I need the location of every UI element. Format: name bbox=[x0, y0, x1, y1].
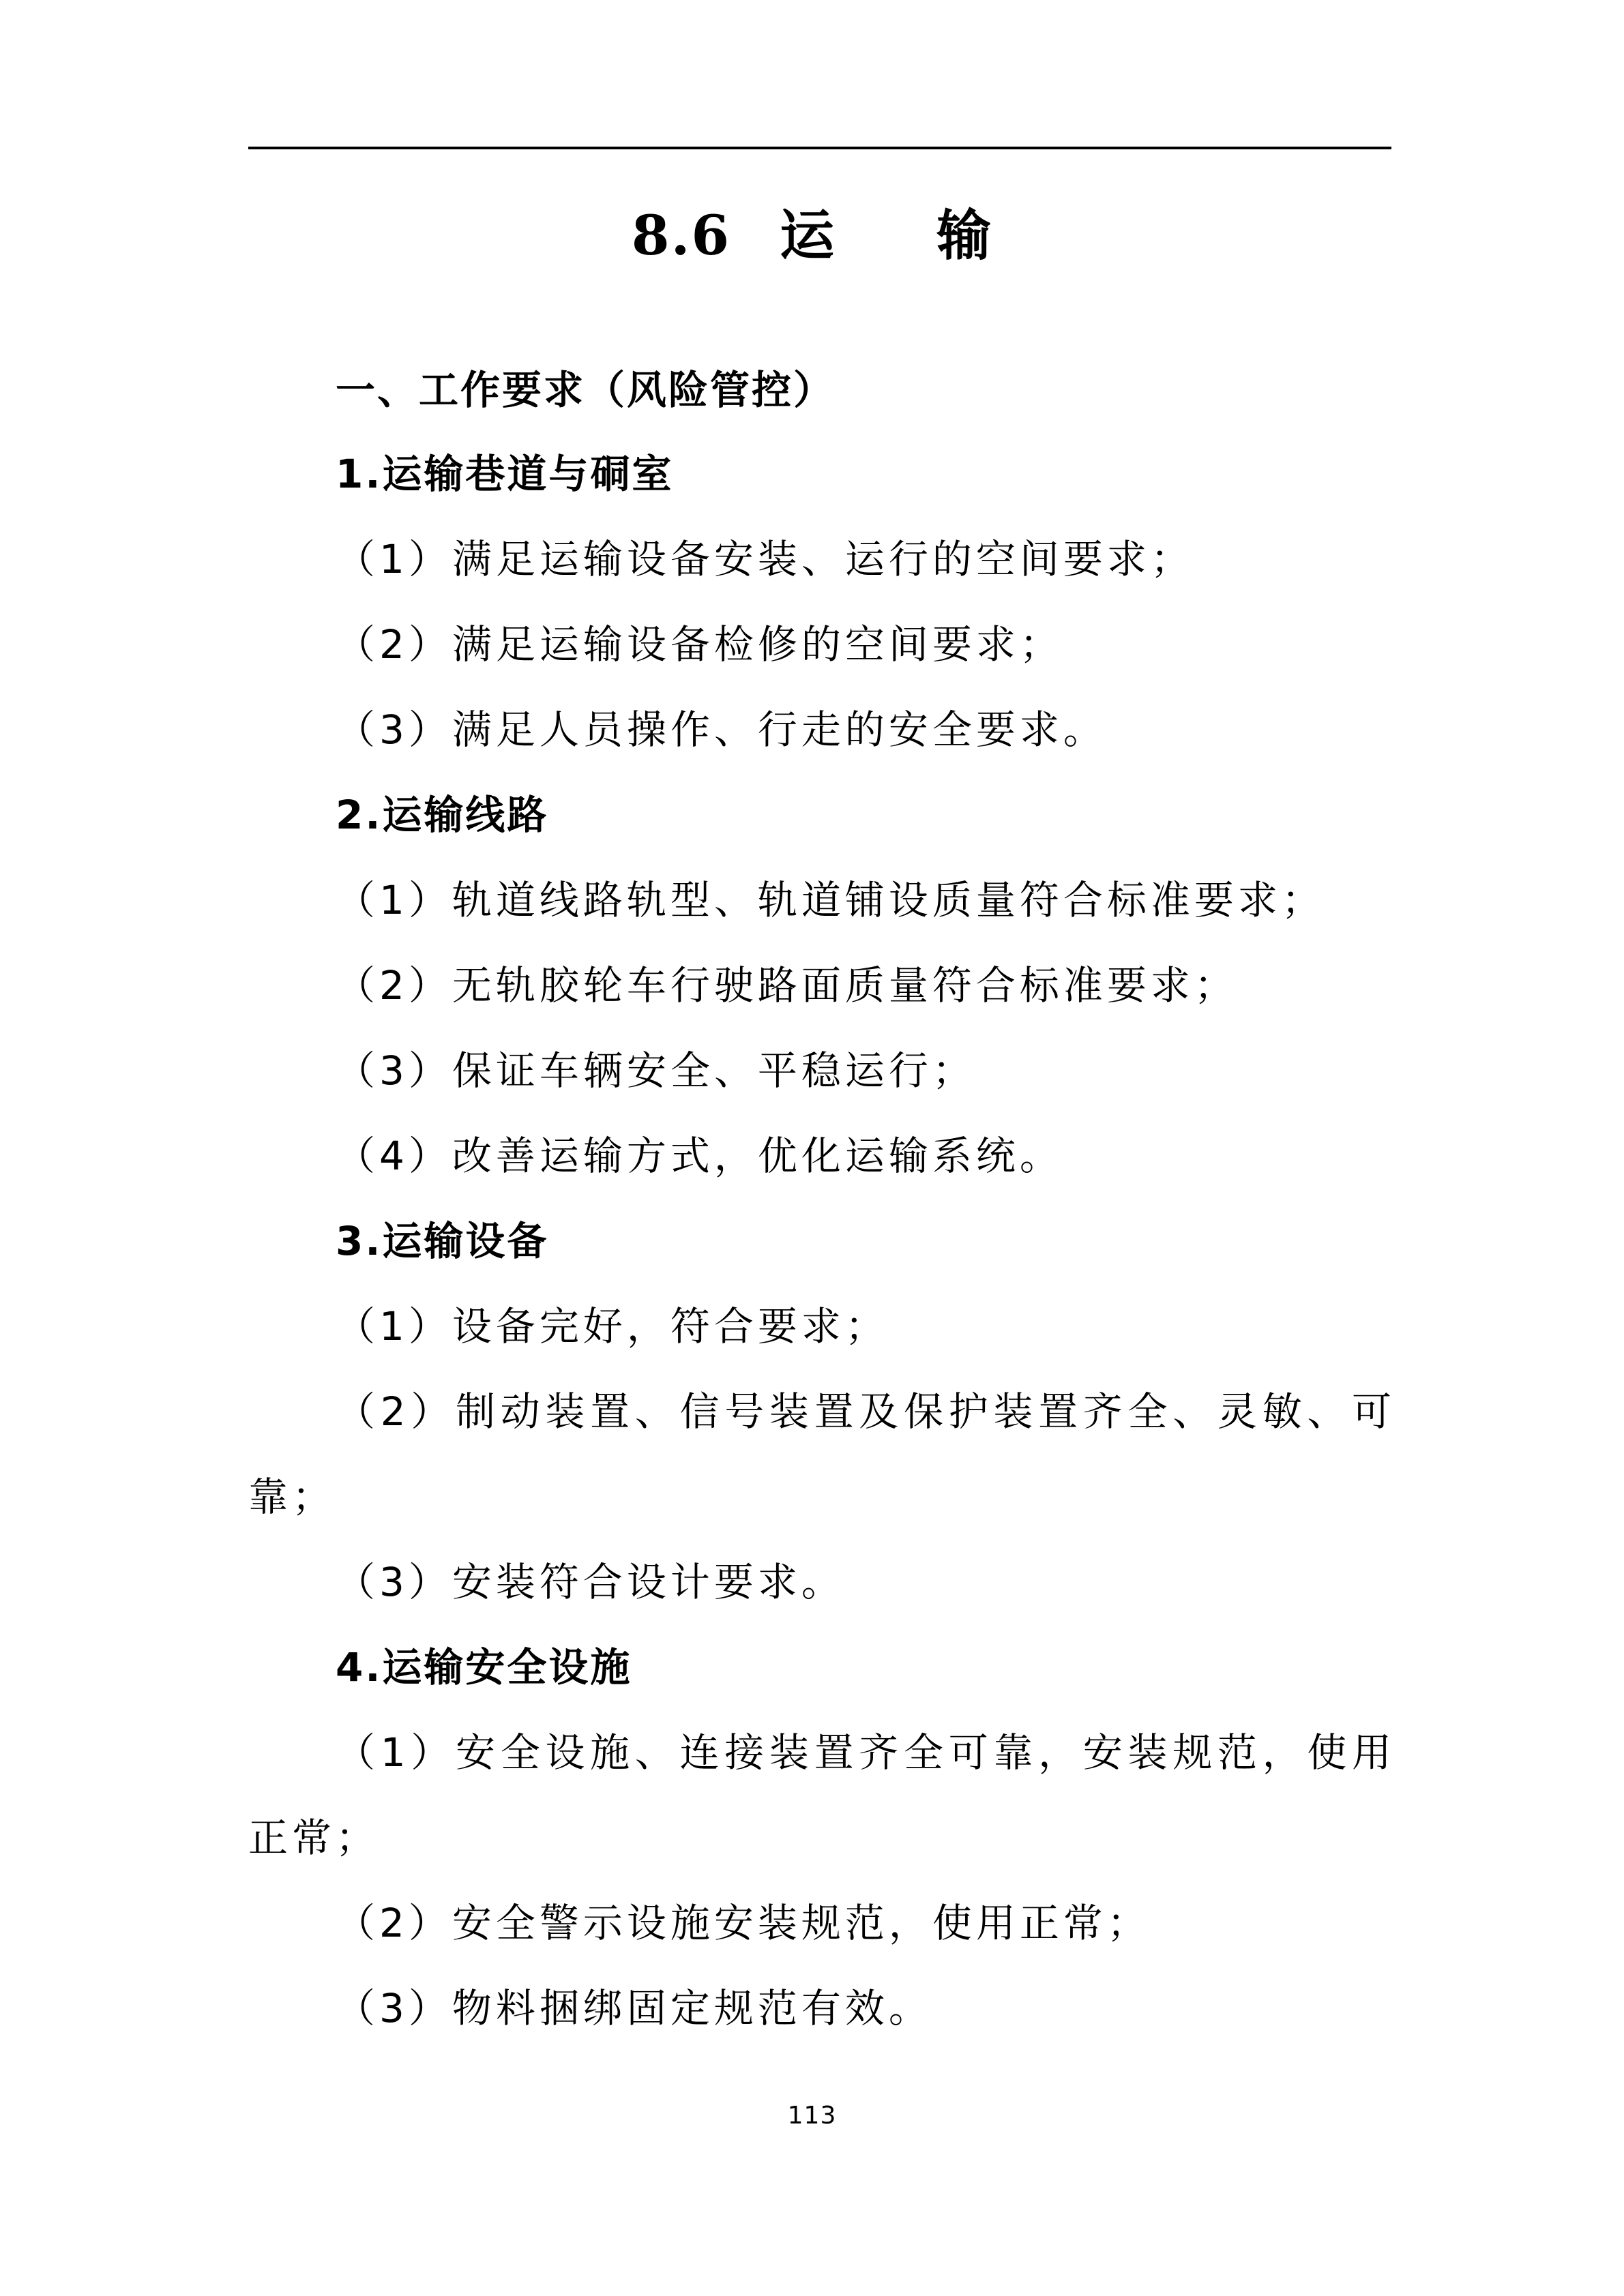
title-char-1: 运 bbox=[780, 203, 836, 267]
list-item-4-3: （3）物料捆绑固定规范有效。 bbox=[336, 1985, 932, 2031]
page-number: 113 bbox=[787, 2102, 837, 2130]
subsection-heading-4: 4.运输安全设施 bbox=[336, 1644, 632, 1690]
page-title bbox=[0, 198, 1624, 273]
section-heading: 一、工作要求（风险管控） bbox=[336, 367, 836, 413]
list-item-4-1: （1）安全设施、连接装置齐全可靠，安装规范，使用 bbox=[336, 1729, 1391, 1776]
list-item-4-1-continued: 正常； bbox=[248, 1815, 380, 1861]
list-item-1-1: （1）满足运输设备安装、运行的空间要求； bbox=[336, 536, 1194, 582]
list-item-2-2: （2）无轨胶轮车行驶路面质量符合标准要求； bbox=[336, 962, 1238, 1009]
list-item-2-3: （3）保证车辆安全、平稳运行； bbox=[336, 1047, 976, 1094]
subsection-heading-1: 1.运输巷道与硐室 bbox=[336, 451, 674, 497]
title-char-2: 输 bbox=[936, 203, 993, 267]
subsection-heading-2: 2.运输线路 bbox=[336, 792, 549, 838]
list-item-2-1: （1）轨道线路轨型、轨道铺设质量符合标准要求； bbox=[336, 877, 1325, 923]
title-number: 8.6 bbox=[631, 203, 731, 267]
list-item-1-2: （2）满足运输设备检修的空间要求； bbox=[336, 621, 1063, 668]
list-item-3-2: （2）制动装置、信号装置及保护装置齐全、灵敏、可 bbox=[336, 1388, 1391, 1435]
subsection-heading-3: 3.运输设备 bbox=[336, 1218, 549, 1264]
list-item-3-1: （1）设备完好，符合要求； bbox=[336, 1303, 889, 1350]
list-item-2-4: （4）改善运输方式，优化运输系统。 bbox=[336, 1133, 1063, 1179]
header-rule bbox=[248, 147, 1391, 149]
list-item-1-3: （3）满足人员操作、行走的安全要求。 bbox=[336, 706, 1107, 753]
list-item-3-2-continued: 靠； bbox=[248, 1474, 336, 1520]
list-item-3-3: （3）安装符合设计要求。 bbox=[336, 1559, 845, 1605]
list-item-4-2: （2）安全警示设施安装规范，使用正常； bbox=[336, 1900, 1151, 1946]
